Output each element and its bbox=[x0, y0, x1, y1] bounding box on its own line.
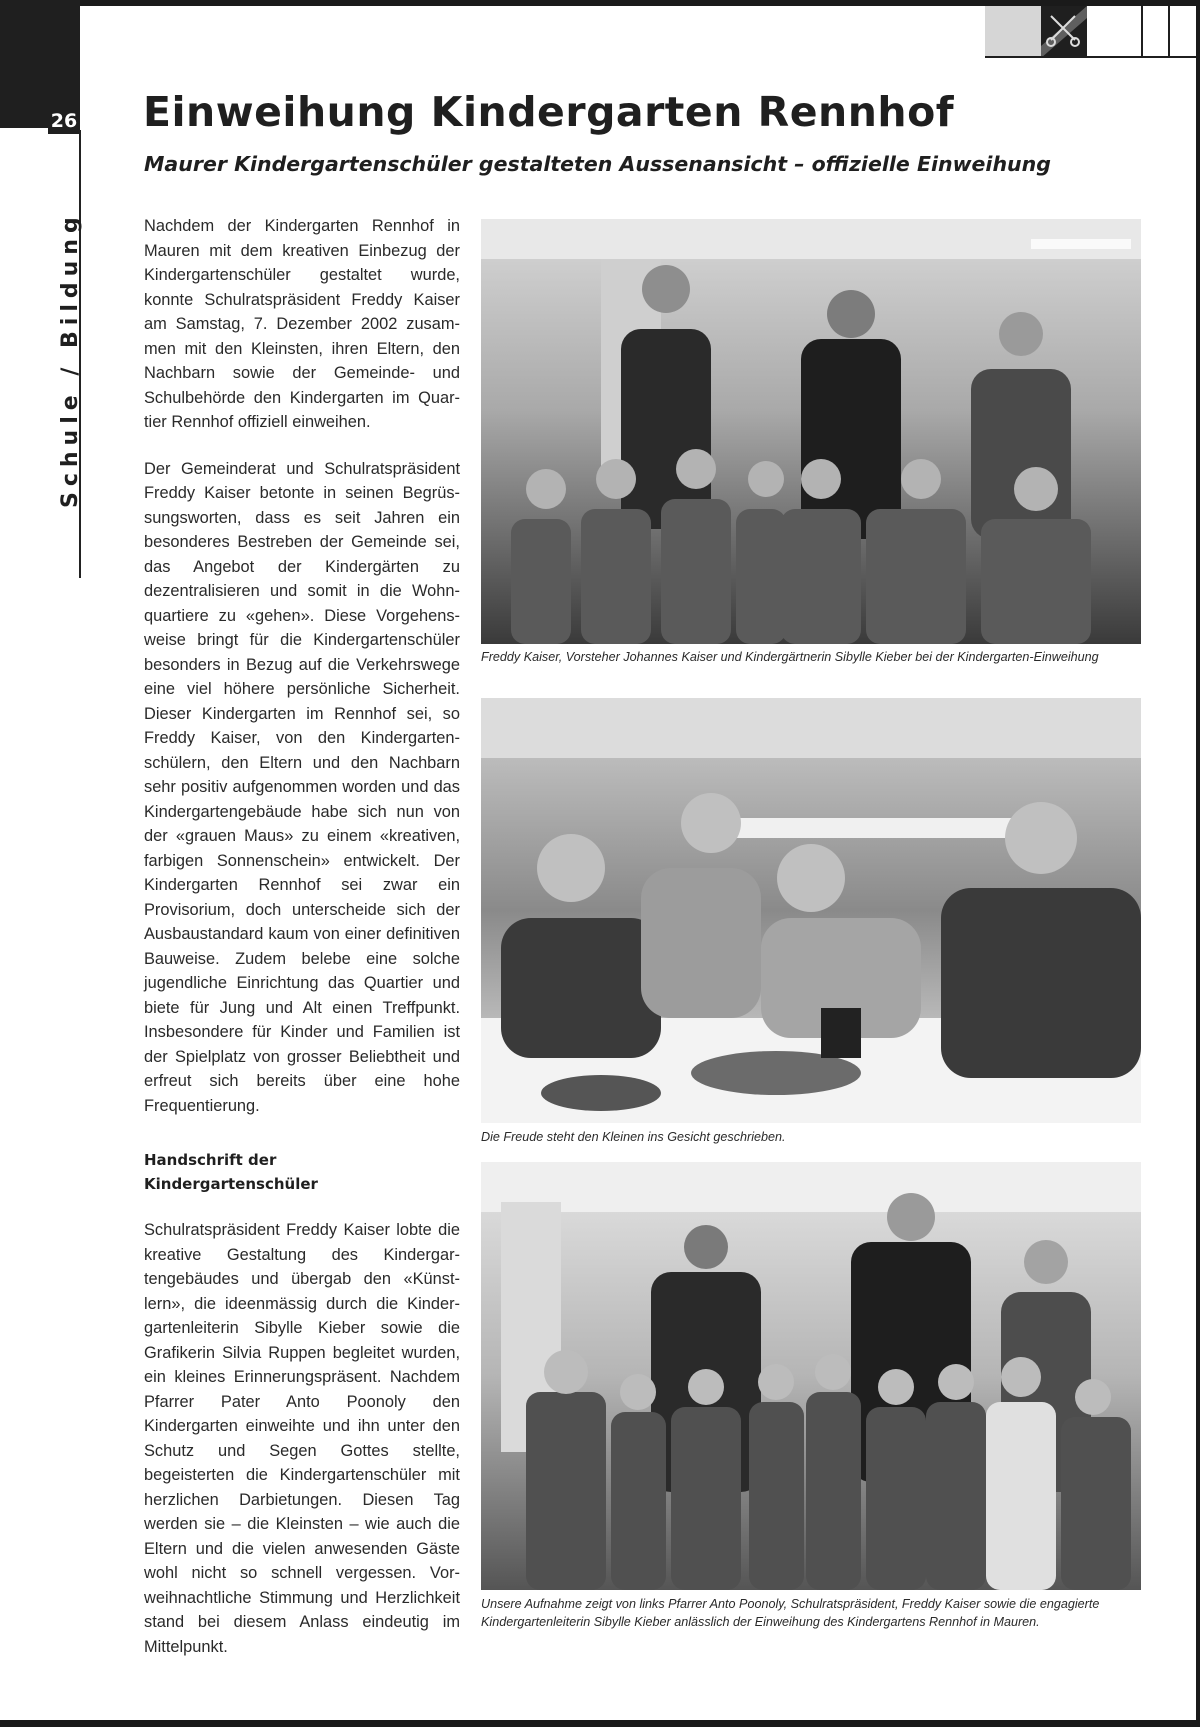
section-label: Schule / Bildung bbox=[58, 211, 83, 508]
photo-group-with-children bbox=[481, 219, 1141, 644]
photo-caption: Unsere Aufnahme zeigt von links Pfarrer Anto Poonoly, Schulratspräsident, Freddy Kaiser sowie die engagierte Kindergartenleiterin Sibylle Kieber anlässlich der Einweihung des Kindergartens Rennhof in Mauren. bbox=[481, 1597, 1100, 1629]
photo-children-at-table bbox=[481, 698, 1141, 1123]
corner-rule bbox=[985, 56, 1196, 58]
article-text-column bbox=[144, 214, 460, 1659]
section-heading: Handschrift der Kindergartenschüler bbox=[144, 1151, 318, 1193]
photo-caption: Die Freude steht den Kleinen ins Gesicht geschrieben. bbox=[481, 1130, 786, 1144]
page-number: 26 bbox=[48, 108, 80, 134]
corner-rule bbox=[1168, 6, 1170, 58]
article-title: Einweihung Kindergarten Rennhof bbox=[143, 88, 955, 136]
corner-grey-block bbox=[985, 6, 1041, 58]
paragraph: Nachdem der Kindergarten Rennhof in Mauren mit dem kreativen Einbezug der Kindergartenschüler gestaltet wurde, konnte Schulratspräsident Freddy Kaiser am Samstag, 7. Dezember 2002 zusammen mit den Kleinsten, ihren Eltern, den Nachbarn sowie der Gemeinde- und Schulbehörde den Kindergarten im Quartier Rennhof offiziell einweihen. bbox=[144, 217, 460, 431]
photo-group-with-priest bbox=[481, 1162, 1141, 1590]
scissors-corner-mark bbox=[985, 6, 1196, 58]
paragraph: Der Gemeinderat und Schulratspräsident Freddy Kaiser betonte in seinen Begrüssungsworten, dass es seit Jahren ein besonderes Bestreben der Gemeinde sei, das Angebot der Kindergärten zu dezentralisieren und somit in die Wohnquartiere zu «gehen». Diese Vorgehensweise bringt für die Kindergartenschüler besonders in Bezug auf die Verkehrswege eine viel höhere persönliche Sicherheit. Dieser Kindergarten im Rennhof sei, so Freddy Kaiser, von den Kindergartenschülern, den Eltern und den Nachbarn sehr positiv aufgenommen worden und das Kindergartengebäude habe sich nun von der «grauen Maus» zu einem «kreativen, farbigen Sonnenschein» entwickelt. Der Kindergarten Rennhof sei zwar ein Provisorium, doch unterscheide sich der Ausbaustandard kaum von einer definitiven Bauweise. Zudem belebe eine solche jugendliche Einrichtung das Quartier und biete für Jung und Alt einen Treffpunkt. Insbesondere für Kinder und Familien ist der Spielplatz von grosser Beliebtheit und erfreut sich bereits über eine hohe Frequentierung. bbox=[144, 459, 460, 1115]
scissors-icon bbox=[1041, 6, 1087, 58]
corner-rule bbox=[1141, 6, 1143, 58]
article-subtitle: Maurer Kindergartenschüler gestalteten Aussenansicht – offizielle Einweihung bbox=[144, 152, 1051, 176]
paragraph: Schulratspräsident Freddy Kaiser lobte die kreative Gestaltung des Kindergartengebäudes und übergab den «Künstlern», die ideenmässig durch die Kindergartenleiterin Sibylle Kieber sowie die Grafikerin Silvia Ruppen begleitet wurden, ein kleines Erinnerungspräsent. Nachdem Pfarrer Pater Anto Poonoly den Kindergarten einweihte und ihn unter den Schutz und Segen Gottes stellte, begeisterten die Kindergartenschüler mit herzlichen Darbietungen. Diesen Tag werden sie – die Kleinsten – wie auch die Eltern und die vielen anwesenden Gäste wohl nicht so schnell vergessen. Vorweihnachtliche Stimmung und Herzlichkeit stand bei diesem Anlass eindeutig im Mittelpunkt. bbox=[144, 1221, 460, 1656]
photo-caption: Freddy Kaiser, Vorsteher Johannes Kaiser und Kindergärtnerin Sibylle Kieber bei der Kindergarten-Einweihung bbox=[481, 650, 1099, 664]
